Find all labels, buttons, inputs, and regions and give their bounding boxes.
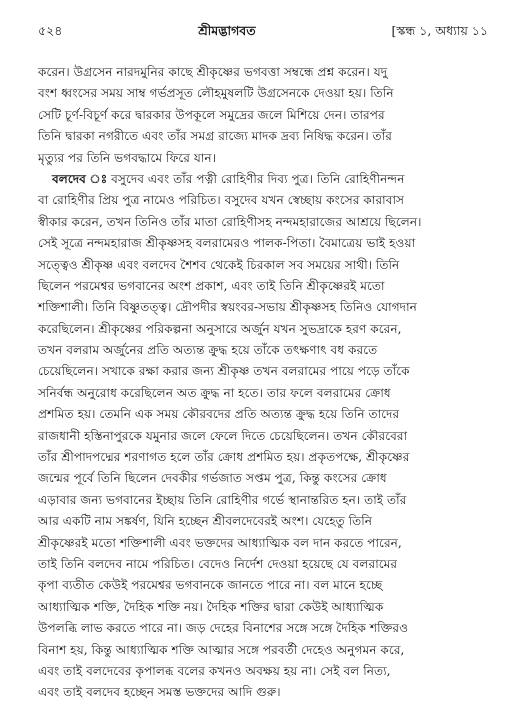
page-number: ৫২৪ xyxy=(38,23,63,38)
text-line: কৃপা ব্যতীত কেউই পরমেশ্বর ভগবানকে জানতে পারে না। বল মানে হচ্ছে xyxy=(38,578,383,593)
text-line xyxy=(38,169,488,190)
paragraph-ugrasena xyxy=(38,62,488,169)
text-line: তখন বলরাম অর্জুনের প্রতি অত্যন্ত ক্রুদ্ধ হয়ে তাঁকে তৎক্ষণাৎ বধ করতে xyxy=(38,343,378,358)
text-line: সনির্বন্ধ অনুরোধ করেছিলেন অত ক্রুদ্ধ না হতে। তার ফলে বলরামের ক্রোধ xyxy=(38,385,391,400)
text-line: এবং তাই বলদেব হচ্ছেন সমস্ত ভক্তদের আদি গুরু। xyxy=(38,685,281,700)
text-line: সেই সূত্রে নন্দমহারাজ শ্রীকৃষ্ণসহ বলরামেরও পালক-পিতা। বৈমাত্রেয় ভাই হওয়া xyxy=(38,236,416,251)
text-line: উপলব্ধি লাভ করতে পারে না। জড় দেহের বিনাশের সঙ্গে সঙ্গে দৈহিক শক্তিরও xyxy=(38,621,409,636)
text-line: ছিলেন পরমেশ্বর ভগবানের অংশ প্রকাশ, এবং তাই তিনি শ্রীকৃষ্ণেরই মতো xyxy=(38,278,385,293)
book-title: শ্রীমদ্ভাগবত xyxy=(198,23,256,38)
paragraph-baladeva xyxy=(38,169,488,704)
text-line: আর একটি নাম সঙ্কর্ষণ, যিনি হচ্ছেন শ্রীবলদেবেরই অংশ। যেহেতু তিনি xyxy=(38,514,373,529)
glossary-term: বলদেব ঃ xyxy=(52,171,108,186)
text-line: তাই তিনি বলদেব নামে পরিচিত। বেদেও নির্দেশ দেওয়া হয়েছে যে বলরামের xyxy=(38,556,398,571)
text-line: করেন। উগ্রসেন নারদমুনির কাছে শ্রীকৃষ্ণের ভগবত্তা সম্বন্ধে প্রশ্ন করেন। যদু xyxy=(38,65,388,79)
running-header xyxy=(38,22,488,42)
text-line: শক্তিশালী। তিনি বিষ্ণুতত্ত্ব। দ্রৌপদীর স্বয়ংবর-সভায় শ্রীকৃষ্ণসহ তিনিও যোগদান xyxy=(38,300,417,315)
text-line: জন্মের পূর্বে তিনি ছিলেন দেবকীর গর্ভজাত সপ্তম পুত্র, কিন্তু কংসের ক্রোধ xyxy=(38,471,387,486)
text-span: বসুদেব এবং তাঁর পত্নী রোহিণীর দিব্য পুত্র। তিনি রোহিণীনন্দন xyxy=(107,171,405,186)
text-line: শ্রীকৃষ্ণেরই মতো শক্তিশালী এবং ভক্তদের আধ্যাত্মিক বল দান করতে পারেন, xyxy=(38,535,402,550)
text-line: তাঁর শ্রীপাদপদ্মের শরণাগত হলে তাঁর ক্রোধ প্রশমিত হয়। প্রকৃতপক্ষে, শ্রীকৃষ্ণের xyxy=(38,450,410,465)
book-page xyxy=(38,22,488,700)
text-line: রাজধানী হস্তিনাপুরকে যমুনার জলে ফেলে দিতে চেয়েছিলেন। তখন কৌরবেরা xyxy=(38,428,408,443)
text-line: স্বীকার করেন, তখন তিনিও তাঁর মাতা রোহিণীসহ নন্দমহারাজের আশ্রয়ে ছিলেন। xyxy=(38,214,422,229)
text-line: তিনি দ্বারকা নগরীতে এবং তাঁর সমগ্র রাজ্যে মাদক দ্রব্য নিষিদ্ধ করেন। তাঁর xyxy=(38,129,392,144)
text-line: আধ্যাত্মিক শক্তি, দৈহিক শক্তি নয়। দৈহিক শক্তির দ্বারা কেউই আধ্যাত্মিক xyxy=(38,599,384,614)
text-line: বা রোহিণীর প্রিয় পুত্র নামেও পরিচিত। বসুদেব যখন স্বেচ্ছায় কংসের কারাবাস xyxy=(38,193,405,208)
text-line: এবং তাই বলদেবের কৃপালব্ধ বলের কখনও অবক্ষয় হয় না। সেই বল নিত্য, xyxy=(38,663,391,678)
text-line: বিনাশ হয়, কিন্তু আধ্যাত্মিক শক্তি আত্মার সঙ্গে পরবর্তী দেহেও অনুগমন করে, xyxy=(38,642,405,657)
text-line: এড়াবার জন্য ভগবানের ইচ্ছায় তিনি রোহিণীর গর্ভে স্থানান্তরিত হন। তাই তাঁর xyxy=(38,492,407,507)
text-line: মৃত্যুর পর তিনি ভগবদ্ধামে ফিরে যান। xyxy=(38,150,217,165)
text-line: চেয়েছিলেন। সখাকে রক্ষা করার জন্য শ্রীকৃষ্ণ তখন বলরামের পায়ে পড়ে তাঁকে xyxy=(38,364,410,379)
text-line: সত্ত্বেও শ্রীকৃষ্ণ এবং বলদেব শৈশব থেকেই চিরকাল সব সময়ের সাথী। তিনি xyxy=(38,257,400,272)
section-reference: [স্কন্ধ ১, অধ্যায় ১১ xyxy=(391,23,488,38)
text-line: সেটি চূর্ণ-বিচূর্ণ করে দ্বারকার উপকূলে সমুদ্রের জলে মিশিয়ে দেন। তারপর xyxy=(38,107,385,122)
text-line: করেছিলেন। শ্রীকৃষ্ণের পরিকল্পনা অনুসারে অর্জুন যখন সুভদ্রাকে হরণ করেন, xyxy=(38,321,402,336)
text-line: প্রশমিত হয়। তেমনি এক সময় কৌরবদের প্রতি অত্যন্ত ক্রুদ্ধ হয়ে তিনি তাদের xyxy=(38,407,400,422)
text-line: বংশ ধ্বংসের সময় সাম্ব গর্ভপ্রসূত লৌহমুষলটি উগ্রসেনকে দেওয়া হয়। তিনি xyxy=(38,86,394,101)
